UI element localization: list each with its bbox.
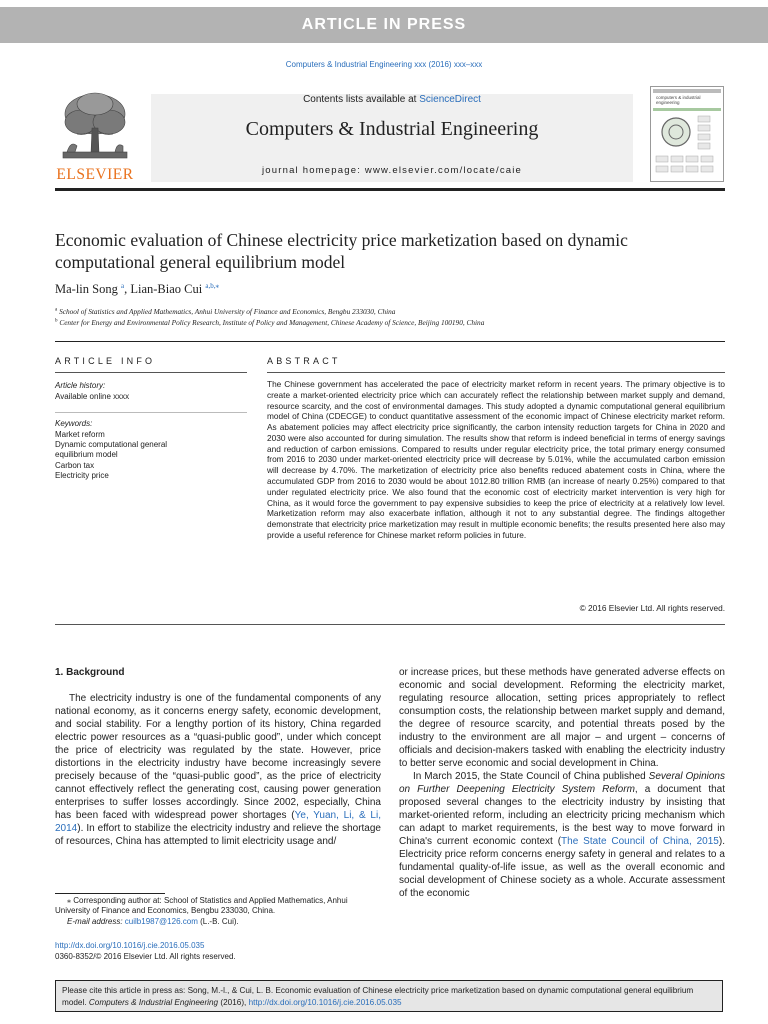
affiliation-mark: b	[55, 318, 58, 324]
publisher-name: ELSEVIER	[56, 166, 134, 183]
abstract-copyright: © 2016 Elsevier Ltd. All rights reserved.	[579, 603, 725, 613]
affiliation-text: School of Statistics and Applied Mathematics, Anhui University of Finance and Economics, Bengbu 233030, China	[59, 307, 396, 316]
article-info-divider	[55, 372, 247, 373]
keywords-label: Keywords:	[55, 419, 93, 428]
email-suffix: (L.-B. Cui).	[197, 916, 239, 926]
email-label: E-mail address:	[67, 916, 125, 926]
article-info-heading: ARTICLE INFO	[55, 356, 156, 366]
email-note	[55, 917, 381, 927]
abstract-heading: ABSTRACT	[267, 356, 341, 366]
footnote-divider	[55, 893, 165, 894]
body-text: ). Electricity price reform concerns energy safety in general and relates to a fundamental quality-of-life issue, as well as the overall economic and social development of Chinese society as a whole. Accurate assessment of the economic	[399, 836, 725, 899]
journal-homepage	[151, 165, 633, 176]
citation-text: Please cite this article in press as: Song, M.-l., & Cui, L. B. Economic evaluation of Chinese electricity price marketization based on dynamic computational general equilibrium model.	[62, 986, 694, 1007]
body-text: , a document that proposed several changes to the electricity industry by insisting that market-oriented reform, including an electricity pricing mechanism which can adapt to market requirements, is the best way to move forward in China's current economic context (	[399, 784, 725, 847]
body-column-left	[55, 692, 381, 848]
keyword-item: Carbon tax	[55, 460, 95, 470]
body-text: ). In effort to stabilize the electricity industry and relieve the shortage of resources, China has attempted to limit electricity usage and/	[55, 823, 381, 847]
contents-prefix: Contents lists available at	[303, 94, 420, 105]
citation-link[interactable]: The State Council of China, 2015	[561, 836, 719, 847]
article-history-label: Article history:	[55, 381, 106, 390]
author-affiliation-mark[interactable]: a,b,⁎	[205, 282, 219, 290]
sciencedirect-link[interactable]: ScienceDirect	[419, 94, 481, 105]
keyword-item: equilibrium model	[55, 450, 118, 460]
journal-cover-image[interactable]	[650, 86, 724, 182]
affiliation-b	[55, 318, 735, 327]
article-info-mid-divider	[55, 412, 247, 413]
citation-box	[55, 980, 723, 1012]
corresponding-author-note: ⁎ Corresponding author at: School of Statistics and Applied Mathematics, Anhui University of Finance and Economics, Bengbu 233030, China.	[55, 896, 348, 916]
section-heading: 1. Background	[55, 667, 125, 678]
issn-line: 0360-8352/© 2016 Elsevier Ltd. All rights reserved.	[55, 952, 236, 961]
body-paragraph	[55, 692, 381, 848]
keywords-list	[55, 430, 245, 482]
doi-link[interactable]: http://dx.doi.org/10.1016/j.cie.2016.05.035	[55, 941, 205, 950]
author-list	[55, 282, 219, 297]
article-in-press-banner: ARTICLE IN PRESS	[0, 7, 768, 43]
affiliation-text: Center for Energy and Environmental Policy Research, Institute of Policy and Management, Chinese Academy of Science, Beijing 100190, China	[59, 318, 485, 327]
elsevier-logo[interactable]	[55, 88, 135, 184]
citation-text: (2016),	[218, 997, 249, 1007]
paper-title: Economic evaluation of Chinese electricity price marketization based on dynamic computational general equilibrium model	[55, 230, 628, 272]
author-name: Ma-lin Song	[55, 282, 118, 297]
document-title: Several Opinions on Further Deepening Electricity System Reform	[399, 771, 725, 795]
footnote	[55, 896, 381, 927]
body-text: The electricity industry is one of the fundamental components of any national economy, as it concerns energy safety, economic development, and social stability. For a lengthy portion of its history, China regarded electric power resources as a “quasi-public good”, under which concept the price of electricity was regulated by the state. However, price distortions in the electricity industry have become increasingly severe precisely because of the “quasi-public good”, as the price of electricity cannot effectively reflect the generating cost, causing power generation enterprises to suffer losses accordingly. Since 2002, especially, China has been faced with widespread power shortages (	[55, 693, 381, 821]
citation-link[interactable]: Ye, Yuan, Li, & Li, 2014	[55, 810, 381, 834]
affiliation-a	[55, 307, 735, 316]
citation-journal: Computers & Industrial Engineering	[88, 997, 219, 1007]
body-paragraph	[399, 770, 725, 900]
title-divider	[55, 341, 725, 342]
author-separator: ,	[124, 282, 131, 297]
citation-doi-link[interactable]: http://dx.doi.org/10.1016/j.cie.2016.05.035	[248, 997, 402, 1007]
cover-title: computers & industrial engineering	[656, 95, 701, 105]
journal-name: Computers & Industrial Engineering	[245, 118, 539, 140]
keyword-item: Electricity price	[55, 471, 109, 481]
article-history-value: Available online xxxx	[55, 391, 130, 401]
keyword-item: Market reform	[55, 429, 105, 439]
body-paragraph: or increase prices, but these methods have generated adverse effects on economic and social development. Reforming the electricity market, regulating resource allocation, setting prices appropriately to reflect consumption costs, the relationship between market supply and demand, the degree of resource scarcity, and potential threats posed by the industry to the environment are all major – and urgent – concerns of officials and decision-makers tasked with enabling the electricity industry to better serve economic and social development in China.	[399, 667, 725, 769]
abstract-divider	[267, 372, 725, 373]
affiliation-mark: a	[55, 307, 58, 313]
homepage-prefix: journal homepage:	[261, 165, 365, 176]
keyword-item: Dynamic computational general	[55, 439, 168, 449]
masthead-divider	[55, 188, 725, 191]
author-name: Lian-Biao Cui	[130, 282, 203, 297]
homepage-link[interactable]: www.elsevier.com/locate/caie	[364, 165, 523, 176]
abstract-text: The Chinese government has accelerated the pace of electricity market reform in recent years. The primary objective is to create a market-oriented electricity price which can accurately reflect the relationship between market supply and demand, resource scarcity, and the cost of environmental damages. This study adopted a dynamic computational general equilibrium model of China (CDECGE) to conduct quantitative assessment of the economic impact of Chinese electricity market reform. As abatement policies may affect electricity price significantly, the carbon intensity reduction targets for China in 2020 and 2030 were also accounted for during simulation. The results show that reform is indeed beneficial in terms of energy savings and reduction of carbon emissions. Compared to results under regular electricity price, the total primary energy consumed from 2016 to 2030 under market-oriented electricity price will decrease by 5.01%, while the accumulated carbon emission will decrease by 4.70%. The marketization of electricity price also benefits reduced abatement costs in China, where the accumulated GDP from 2016 to 2030 would be about 1012.80 trillion RMB (an increase of nearly 0.25%) compared to that under regulated electricity price. We also found that the economic cost of electricity market intervention is very high for China, as it would force the government to pay expensive subsidies to keep the price of electricity at a relatively low level. Marketization reform may also exacerbate inflation, although it not to any substantial degree. The findings altogether demonstrate that electricity price marketization may result in multiple economic benefits; the results presented here also may provide a useful reference for Chinese market reform policies in future.	[267, 379, 725, 540]
journal-reference-link[interactable]: Computers & Industrial Engineering xxx (2016) xxx–xxx	[285, 60, 483, 69]
body-column-right	[399, 666, 725, 900]
body-text: In March 2015, the State Council of China published	[413, 771, 649, 782]
contents-line	[151, 94, 633, 105]
author-affiliation-mark[interactable]: a	[120, 282, 125, 290]
email-link[interactable]: cuilb1987@126.com	[124, 916, 198, 926]
abstract-bottom-divider	[55, 624, 725, 625]
